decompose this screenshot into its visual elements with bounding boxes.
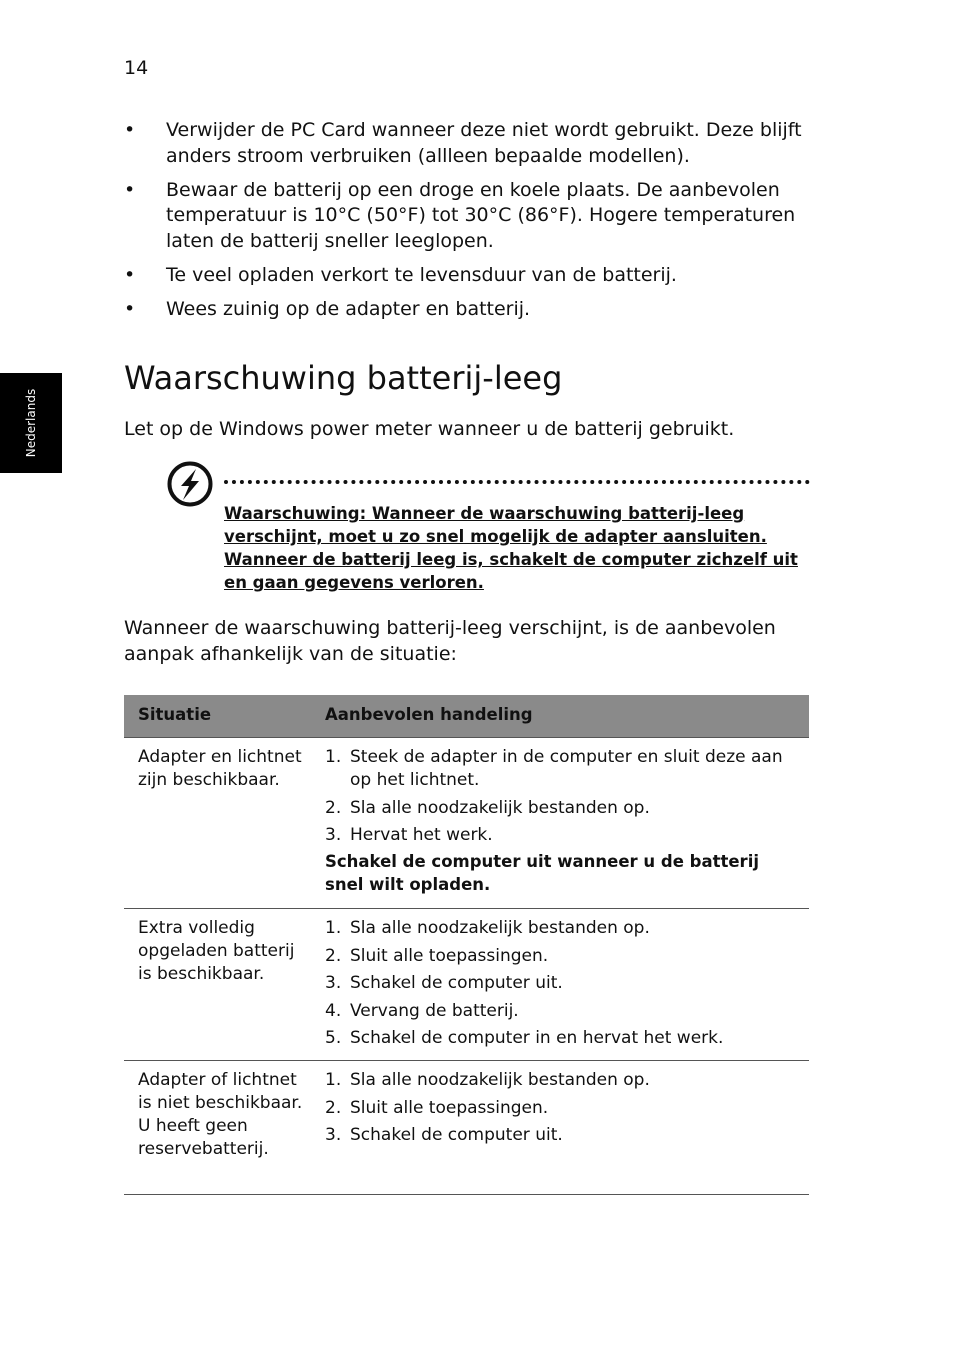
step-text: Steek de adapter in de computer en sluit deze aan op het lichtnet. — [350, 747, 783, 790]
situation-cell: Adapter en lichtnet zijn beschikbaar. — [138, 747, 302, 790]
step-number: 3. — [325, 1125, 342, 1145]
step-text: Schakel de computer uit. — [350, 973, 563, 993]
step-number: 2. — [325, 1097, 342, 1118]
step-number: 3. — [325, 973, 342, 993]
section-intro: Let op de Windows power meter wanneer u de batterij gebruikt. — [124, 418, 735, 440]
row-note: Schakel de computer uit wanneer u de batterij snel wilt opladen. — [325, 852, 760, 894]
step-number: 3. — [325, 825, 342, 845]
step-text: Sla alle noodzakelijk bestanden op. — [350, 918, 650, 938]
bullet-text: Te veel opladen verkort te levensduur van de batterij. — [166, 263, 677, 286]
step-text: Vervang de batterij. — [350, 1000, 519, 1021]
lightning-warning-icon — [167, 461, 213, 507]
action-step — [325, 917, 805, 940]
action-step — [325, 1069, 805, 1092]
column-header-action: Aanbevolen handeling — [325, 705, 533, 724]
action-steps — [325, 917, 805, 1055]
bullet-marker: • — [124, 263, 136, 286]
bullet-item — [124, 297, 814, 323]
action-step — [325, 1097, 805, 1120]
step-number: 1. — [325, 1070, 342, 1090]
page-number: 14 — [124, 57, 149, 79]
bullet-text: Verwijder de PC Card wanneer deze niet wordt gebruikt. Deze blijft anders stroom verbruiken (allleen bepaalde modellen). — [166, 119, 802, 167]
table-lead-paragraph: Wanneer de waarschuwing batterij-leeg verschijnt, is de aanbevolen aanpak afhankelijk van de situatie: — [124, 617, 776, 665]
step-text: Sluit alle toepassingen. — [350, 945, 549, 966]
step-number: 2. — [325, 945, 342, 966]
battery-low-action-table — [124, 695, 809, 1195]
language-side-tab — [0, 373, 62, 473]
warning-divider — [224, 480, 810, 484]
side-tab-label: Nederlands — [24, 388, 38, 458]
step-number: 1. — [325, 747, 342, 767]
step-number: 4. — [325, 1000, 342, 1021]
step-text: Sla alle noodzakelijk bestanden op. — [350, 1070, 650, 1090]
action-step — [325, 746, 805, 792]
action-step — [325, 1000, 805, 1023]
bullet-text: Bewaar de batterij op een droge en koele plaats. De aanbevolen temperatuur is 10°C (50°F) tot 30°C (86°F). Hogere temperaturen laten de batterij sneller leeglopen. — [166, 178, 796, 252]
step-text: Sla alle noodzakelijk bestanden op. — [350, 797, 650, 818]
table-header — [124, 695, 809, 738]
situation-cell: Extra volledig opgeladen batterij is beschikbaar. — [138, 918, 295, 984]
bullet-text: Wees zuinig op de adapter en batterij. — [166, 297, 531, 320]
step-text: Hervat het werk. — [350, 825, 493, 845]
warning-text: Waarschuwing: Wanneer de waarschuwing batterij-leeg verschijnt, moet u zo snel mogelijk de adapter aansluiten. Wanneer de batterij leeg is, schakelt de computer zichzelf uit en gaan gegevens verloren. — [224, 504, 798, 592]
action-step — [325, 972, 805, 995]
action-step — [325, 824, 805, 847]
section-heading: Waarschuwing batterij-leeg — [124, 359, 563, 397]
bullet-item — [124, 118, 814, 169]
tips-bullet-list — [124, 118, 814, 331]
bullet-marker: • — [124, 297, 136, 320]
table-row — [124, 738, 809, 909]
bullet-item — [124, 178, 814, 255]
bullet-marker: • — [124, 178, 136, 201]
step-text: Schakel de computer uit. — [350, 1125, 563, 1145]
action-step — [325, 797, 805, 820]
step-text: Schakel de computer in en hervat het werk. — [350, 1028, 724, 1048]
bullet-marker: • — [124, 119, 136, 141]
situation-cell — [138, 1069, 313, 1161]
step-number: 2. — [325, 797, 342, 818]
column-header-situation: Situatie — [138, 705, 212, 724]
situation-text: Adapter of lichtnet is niet beschikbaar. — [138, 1070, 303, 1113]
action-step — [325, 1124, 805, 1147]
situation-extra-text: U heeft geen reservebatterij. — [138, 1116, 269, 1159]
bullet-item — [124, 263, 814, 289]
action-step — [325, 1027, 805, 1050]
table-row — [124, 909, 809, 1061]
step-number: 1. — [325, 918, 342, 938]
action-step — [325, 945, 805, 968]
action-steps — [325, 746, 805, 852]
action-steps — [325, 1069, 805, 1152]
step-number: 5. — [325, 1028, 342, 1048]
step-text: Sluit alle toepassingen. — [350, 1097, 549, 1118]
table-row — [124, 1061, 809, 1195]
